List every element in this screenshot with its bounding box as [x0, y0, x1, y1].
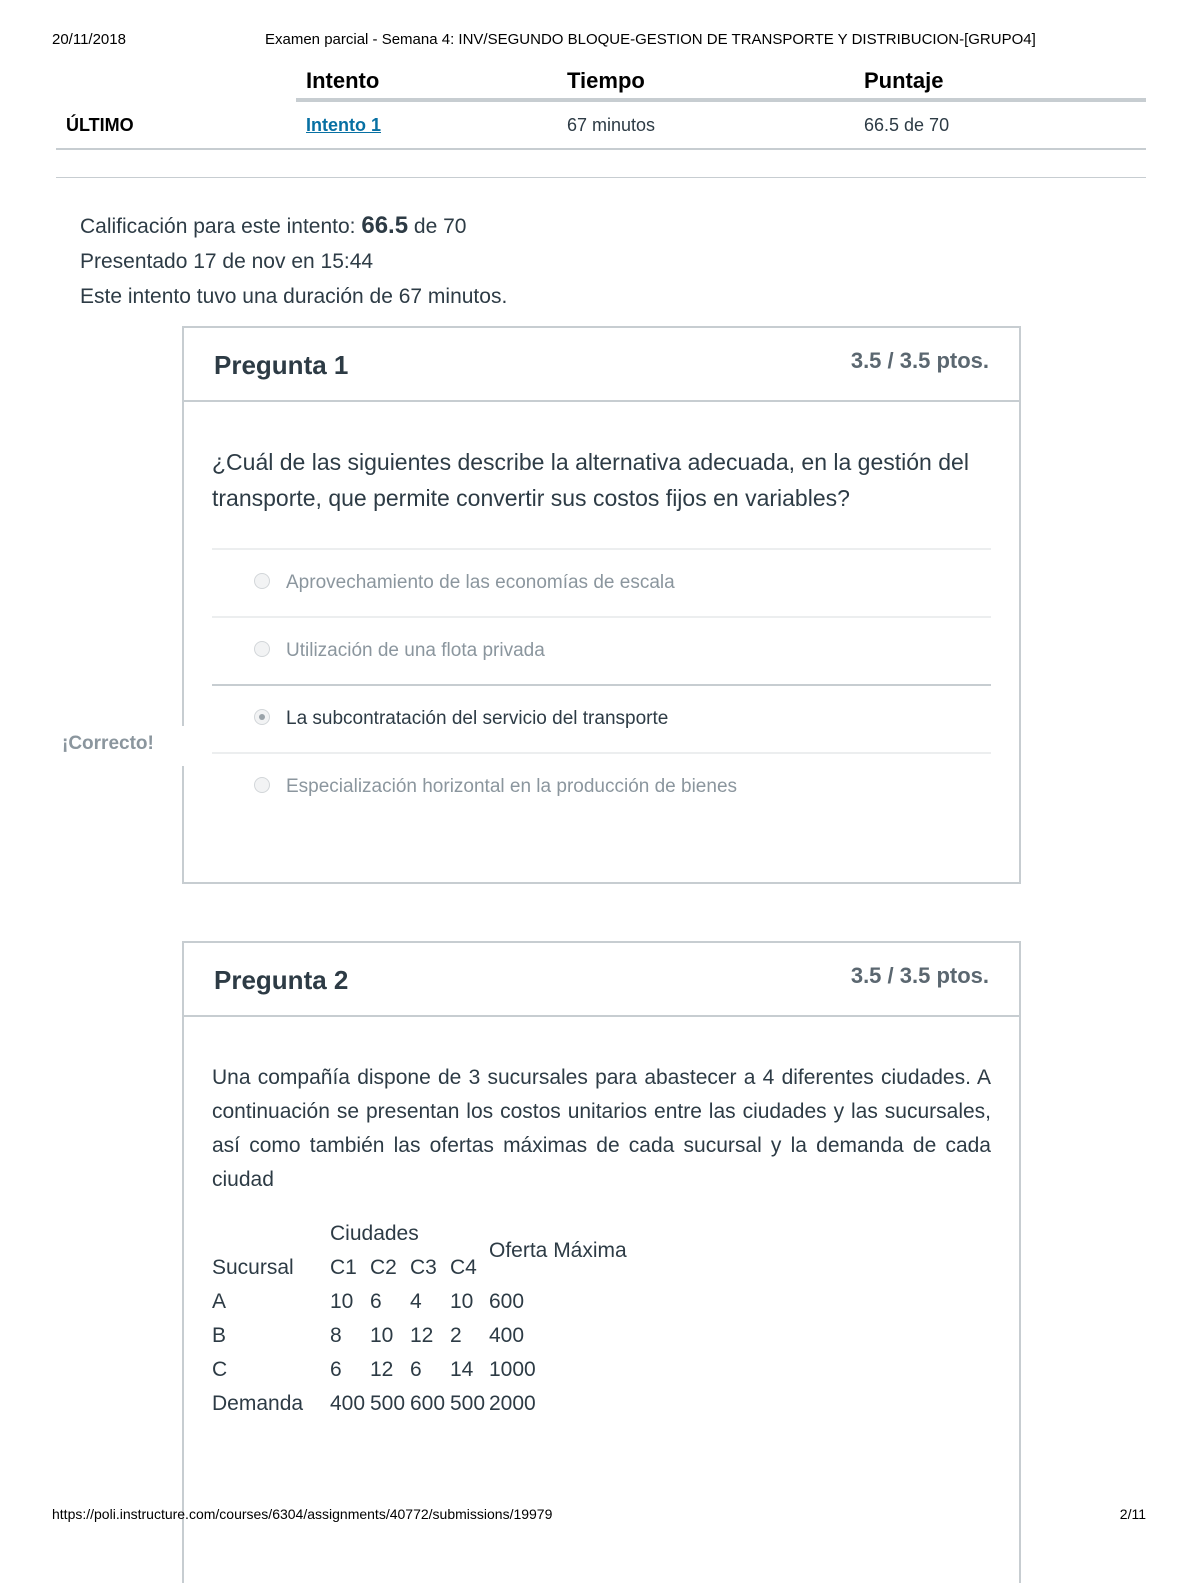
- answer-list: [212, 548, 991, 820]
- answer-option[interactable]: [212, 752, 991, 820]
- table-cell: 10: [450, 1290, 474, 1313]
- radio-button[interactable]: [254, 777, 270, 793]
- grade-value: 66.5: [361, 212, 409, 239]
- table-cell: 10: [330, 1290, 354, 1313]
- header-tiempo: Tiempo: [567, 68, 645, 93]
- table-cell: 6: [330, 1358, 342, 1381]
- grade-line: [80, 208, 507, 244]
- radio-button-selected[interactable]: [254, 709, 270, 725]
- table-cell: [212, 1217, 330, 1251]
- question-2-header: [184, 943, 1019, 1017]
- table-cell: 400: [489, 1324, 525, 1347]
- table-cell: 2000: [489, 1392, 536, 1415]
- question-1-header: [184, 328, 1019, 402]
- header-puntaje: Puntaje: [864, 68, 944, 93]
- print-date: 20/11/2018: [52, 31, 126, 48]
- table-cell: 12: [410, 1324, 434, 1347]
- table-cell: 1000: [489, 1358, 536, 1381]
- table-cell: 6: [410, 1358, 422, 1381]
- table-row: [212, 1353, 627, 1387]
- header-intento: Intento: [306, 68, 380, 93]
- question-2-text: Una compañía dispone de 3 sucursales para abastecer a 4 diferentes ciudades. A continuación se presentan los costos unitarios entre las ciudades y las sucursales, así como también las ofertas máximas de cada sucursal y la demanda de cada ciudad: [212, 1066, 991, 1191]
- table-cell: 400: [330, 1392, 366, 1415]
- question-1: [182, 326, 1021, 884]
- column-header: C4: [450, 1256, 477, 1279]
- table-cell: 6: [370, 1290, 382, 1313]
- table-cell: 4: [410, 1290, 422, 1313]
- table-row: [212, 1285, 627, 1319]
- table-cell: 500: [450, 1392, 486, 1415]
- duration-line: Este intento tuvo una duración de 67 minutos.: [80, 285, 508, 308]
- attempts-header-row: [56, 60, 1146, 102]
- table-cell: B: [212, 1324, 227, 1347]
- question-1-title: Pregunta 1: [214, 350, 349, 380]
- table-row: [212, 1217, 627, 1251]
- answer-option[interactable]: [212, 616, 991, 684]
- answer-label: Especialización horizontal en la producción de bienes: [286, 776, 738, 797]
- divider: [56, 177, 1146, 178]
- row-header: Sucursal: [212, 1256, 294, 1279]
- table-row: [212, 1387, 627, 1421]
- group-header: Ciudades: [330, 1222, 419, 1245]
- print-title: Examen parcial - Semana 4: INV/SEGUNDO BLOQUE-GESTION DE TRANSPORTE Y DISTRIBUCION-[GRUPO4]: [265, 31, 1036, 48]
- radio-button[interactable]: [254, 573, 270, 589]
- table-cell: C: [212, 1358, 228, 1381]
- last-label: ÚLTIMO: [66, 115, 134, 135]
- question-2-title: Pregunta 2: [214, 965, 349, 995]
- attempt-summary: [80, 208, 507, 314]
- table-cell: A: [212, 1290, 227, 1313]
- attempts-table: [56, 60, 1146, 150]
- table-cell: 10: [370, 1324, 394, 1347]
- page-number: 2/11: [1119, 1506, 1146, 1522]
- answer-option-selected[interactable]: [212, 684, 991, 752]
- answer-option[interactable]: [212, 548, 991, 616]
- table-cell: 500: [370, 1392, 406, 1415]
- correct-marker-gap: [182, 726, 184, 766]
- table-cell: 8: [330, 1324, 342, 1347]
- answer-label: Utilización de una flota privada: [286, 640, 545, 661]
- attempt-link[interactable]: Intento 1: [306, 115, 381, 135]
- attempts-row: [56, 102, 1146, 150]
- question-2: [182, 941, 1021, 1583]
- column-header: C2: [370, 1256, 397, 1279]
- print-url: https://poli.instructure.com/courses/6304/assignments/40772/submissions/19979: [52, 1506, 553, 1522]
- grade-prefix: Calificación para este intento:: [80, 215, 356, 238]
- table-cell: 14: [450, 1358, 474, 1381]
- table-cell: 12: [370, 1358, 394, 1381]
- answer-label: Aprovechamiento de las economías de escala: [286, 572, 675, 593]
- cost-table: [212, 1217, 627, 1421]
- table-cell: 600: [489, 1290, 525, 1313]
- table-row: [212, 1319, 627, 1353]
- grade-suffix: de 70: [413, 215, 467, 238]
- attempt-time: 67 minutos: [567, 115, 656, 135]
- table-cell: Demanda: [212, 1392, 304, 1415]
- attempt-score: 66.5 de 70: [864, 115, 950, 135]
- offer-header: Oferta Máxima: [489, 1239, 627, 1262]
- attempt-link-wrap: [306, 115, 381, 136]
- column-header: C3: [410, 1256, 437, 1279]
- question-1-body: [184, 402, 1019, 820]
- question-1-points: 3.5 / 3.5 ptos.: [850, 348, 989, 373]
- correct-label: ¡Correcto!: [62, 733, 158, 755]
- question-2-body: [184, 1017, 1019, 1421]
- question-1-text: ¿Cuál de las siguientes describe la alternativa adecuada, en la gestión del transporte, que permite convertir sus costos fijos en variables?: [212, 449, 969, 511]
- radio-button[interactable]: [254, 641, 270, 657]
- question-2-points: 3.5 / 3.5 ptos.: [850, 963, 989, 988]
- answer-label: La subcontratación del servicio del transporte: [286, 708, 669, 729]
- column-header: C1: [330, 1256, 357, 1279]
- table-cell: 600: [410, 1392, 446, 1415]
- submitted-line: Presentado 17 de nov en 15:44: [80, 250, 374, 273]
- table-cell: 2: [450, 1324, 462, 1347]
